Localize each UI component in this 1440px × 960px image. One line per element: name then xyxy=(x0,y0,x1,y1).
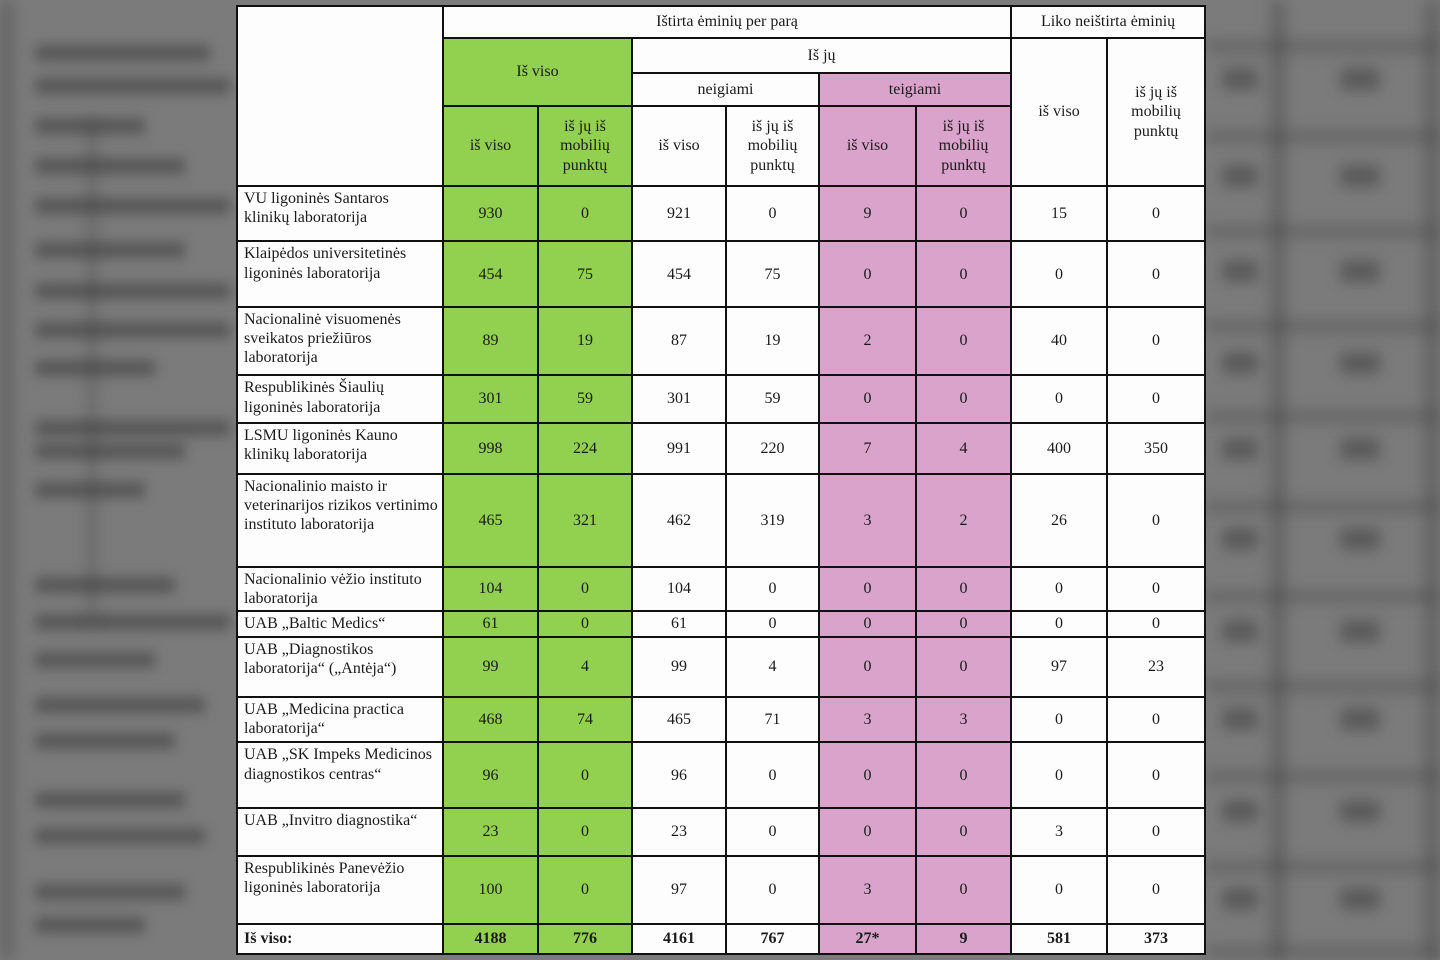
value-cell: 0 xyxy=(538,856,632,923)
value-cell: 0 xyxy=(538,611,632,636)
value-cell: 7 xyxy=(819,423,916,474)
background-blur-shape xyxy=(1222,888,1258,910)
background-blur-shape xyxy=(88,120,96,620)
value-cell: 2 xyxy=(916,474,1011,567)
value-cell: 0 xyxy=(1011,375,1107,422)
background-blur-shape xyxy=(35,45,210,61)
background-blur-shape xyxy=(35,443,185,459)
value-cell: 59 xyxy=(538,375,632,422)
value-cell: 454 xyxy=(443,241,538,306)
value-cell: 0 xyxy=(726,186,819,241)
total-value-cell: 581 xyxy=(1011,924,1107,954)
background-blur-shape xyxy=(1205,945,1440,958)
total-value-cell: 776 xyxy=(538,924,632,954)
lab-results-table xyxy=(236,5,1206,955)
background-blur-shape xyxy=(35,420,230,436)
background-blur-shape xyxy=(1205,40,1440,53)
background-blur-shape xyxy=(1205,770,1440,783)
background-blur-shape xyxy=(1340,438,1380,460)
lab-name-cell: Respublikinės Panevėžio ligoninės laboratorija xyxy=(237,856,443,923)
background-blur-shape xyxy=(35,283,230,299)
background-blur-shape xyxy=(1222,438,1258,460)
value-cell: 71 xyxy=(726,697,819,742)
value-cell: 0 xyxy=(1107,186,1205,241)
value-cell: 0 xyxy=(1107,307,1205,375)
value-cell: 465 xyxy=(632,697,726,742)
value-cell: 3 xyxy=(916,697,1011,742)
value-cell: 100 xyxy=(443,856,538,923)
value-cell: 0 xyxy=(726,808,819,856)
header-of-them: Iš jų xyxy=(632,38,1011,73)
value-cell: 99 xyxy=(632,637,726,697)
background-blur-shape xyxy=(35,652,155,668)
value-cell: 2 xyxy=(819,307,916,375)
value-cell: 3 xyxy=(819,474,916,567)
background-blur-shape xyxy=(1205,860,1440,873)
value-cell: 0 xyxy=(916,611,1011,636)
lab-name-cell: Klaipėdos universitetinės ligoninės laboratorija xyxy=(237,241,443,306)
total-label-cell: Iš viso: xyxy=(237,924,443,954)
value-cell: 97 xyxy=(1011,637,1107,697)
value-cell: 0 xyxy=(726,611,819,636)
value-cell: 224 xyxy=(538,423,632,474)
table-row xyxy=(237,611,1205,636)
background-blur-shape xyxy=(35,198,230,214)
value-cell: 0 xyxy=(916,808,1011,856)
value-cell: 930 xyxy=(443,186,538,241)
lab-name-cell: Nacionalinio vėžio instituto laboratorija xyxy=(237,567,443,612)
background-blur-shape xyxy=(35,917,145,933)
value-cell: 23 xyxy=(1107,637,1205,697)
lab-name-cell: UAB „SK Impeks Medicinos diagnostikos centras“ xyxy=(237,742,443,807)
header-positive: teigiami xyxy=(819,73,1011,106)
value-cell: 468 xyxy=(443,697,538,742)
background-blur-shape xyxy=(1205,225,1440,238)
background-blur-shape xyxy=(1205,680,1440,693)
lab-name-cell: UAB „Invitro diagnostika“ xyxy=(237,808,443,856)
value-cell: 104 xyxy=(632,567,726,612)
table-row xyxy=(237,375,1205,422)
background-blur-shape xyxy=(1340,800,1380,822)
value-cell: 4 xyxy=(726,637,819,697)
background-blur-shape xyxy=(1340,708,1380,730)
value-cell: 0 xyxy=(819,611,916,636)
table-row xyxy=(237,241,1205,306)
header-total-group: Iš viso xyxy=(443,38,632,106)
header-tested-per-day: Ištirta ėminių per parą xyxy=(443,6,1011,38)
background-blur-shape xyxy=(35,697,205,713)
value-cell: 15 xyxy=(1011,186,1107,241)
corner-empty-cell xyxy=(237,6,443,186)
header-negative-sub-mobile: iš jų iš mobilių punktų xyxy=(726,106,819,186)
total-row xyxy=(237,924,1205,954)
background-blur-shape xyxy=(35,733,175,749)
value-cell: 0 xyxy=(1011,611,1107,636)
background-blur-shape xyxy=(1205,590,1440,603)
background-blur-shape xyxy=(35,792,185,808)
table-header xyxy=(237,6,1205,186)
background-blur-shape xyxy=(1205,320,1440,333)
table-row xyxy=(237,307,1205,375)
background-blur-shape xyxy=(35,614,230,630)
value-cell: 991 xyxy=(632,423,726,474)
table-row xyxy=(237,742,1205,807)
total-value-cell: 9 xyxy=(916,924,1011,954)
value-cell: 400 xyxy=(1011,423,1107,474)
value-cell: 23 xyxy=(443,808,538,856)
value-cell: 0 xyxy=(1011,697,1107,742)
header-remaining-mobile: iš jų iš mobilių punktų xyxy=(1107,38,1205,186)
table-row xyxy=(237,186,1205,241)
background-blur-shape xyxy=(1222,165,1258,187)
background-blur-shape xyxy=(35,242,185,258)
value-cell: 26 xyxy=(1011,474,1107,567)
value-cell: 301 xyxy=(632,375,726,422)
total-value-cell: 27* xyxy=(819,924,916,954)
value-cell: 75 xyxy=(538,241,632,306)
header-remaining: Liko neištirta ėminių xyxy=(1011,6,1205,38)
total-value-cell: 767 xyxy=(726,924,819,954)
value-cell: 0 xyxy=(538,742,632,807)
value-cell: 0 xyxy=(916,742,1011,807)
value-cell: 61 xyxy=(632,611,726,636)
table-row xyxy=(237,637,1205,697)
lab-name-cell: UAB „Baltic Medics“ xyxy=(237,611,443,636)
value-cell: 0 xyxy=(916,241,1011,306)
total-value-cell: 373 xyxy=(1107,924,1205,954)
header-total-sub-total: iš viso xyxy=(443,106,538,186)
table-row xyxy=(237,423,1205,474)
value-cell: 0 xyxy=(538,808,632,856)
value-cell: 75 xyxy=(726,241,819,306)
value-cell: 0 xyxy=(819,742,916,807)
background-blur-shape xyxy=(1340,165,1380,187)
total-value-cell: 4188 xyxy=(443,924,538,954)
total-value-cell: 4161 xyxy=(632,924,726,954)
value-cell: 87 xyxy=(632,307,726,375)
value-cell: 301 xyxy=(443,375,538,422)
value-cell: 23 xyxy=(632,808,726,856)
value-cell: 0 xyxy=(916,567,1011,612)
header-negative-sub-total: iš viso xyxy=(632,106,726,186)
value-cell: 0 xyxy=(1107,375,1205,422)
value-cell: 61 xyxy=(443,611,538,636)
value-cell: 19 xyxy=(726,307,819,375)
value-cell: 3 xyxy=(819,697,916,742)
value-cell: 998 xyxy=(443,423,538,474)
value-cell: 0 xyxy=(1107,241,1205,306)
header-positive-sub-total: iš viso xyxy=(819,106,916,186)
background-blur-shape xyxy=(1222,708,1258,730)
background-blur-shape xyxy=(1340,260,1380,282)
value-cell: 96 xyxy=(632,742,726,807)
value-cell: 0 xyxy=(819,375,916,422)
value-cell: 0 xyxy=(1107,697,1205,742)
value-cell: 0 xyxy=(1011,856,1107,923)
value-cell: 0 xyxy=(1107,474,1205,567)
value-cell: 321 xyxy=(538,474,632,567)
lab-name-cell: Respublikinės Šiaulių ligoninės laboratorija xyxy=(237,375,443,422)
background-blur-shape xyxy=(1222,800,1258,822)
value-cell: 3 xyxy=(1011,808,1107,856)
value-cell: 0 xyxy=(726,742,819,807)
lab-name-cell: UAB „Diagnostikos laboratorija“ („Antėja“) xyxy=(237,637,443,697)
background-blur-shape xyxy=(1340,352,1380,374)
background-blur-shape xyxy=(35,577,175,593)
value-cell: 0 xyxy=(538,567,632,612)
value-cell: 0 xyxy=(819,808,916,856)
table-row xyxy=(237,567,1205,612)
value-cell: 0 xyxy=(916,307,1011,375)
value-cell: 0 xyxy=(916,856,1011,923)
value-cell: 0 xyxy=(726,856,819,923)
background-blur-shape xyxy=(1205,410,1440,423)
value-cell: 99 xyxy=(443,637,538,697)
value-cell: 0 xyxy=(1011,742,1107,807)
background-blur-shape xyxy=(1340,68,1380,90)
background-blur-shape xyxy=(35,828,205,844)
value-cell: 0 xyxy=(916,637,1011,697)
lab-name-cell: UAB „Medicina practica laboratorija“ xyxy=(237,697,443,742)
value-cell: 465 xyxy=(443,474,538,567)
value-cell: 462 xyxy=(632,474,726,567)
value-cell: 89 xyxy=(443,307,538,375)
background-blur-shape xyxy=(1205,500,1440,513)
background-blur-shape xyxy=(1222,68,1258,90)
lab-name-cell: Nacionalinė visuomenės sveikatos priežiūros laboratorija xyxy=(237,307,443,375)
value-cell: 4 xyxy=(916,423,1011,474)
table-row xyxy=(237,474,1205,567)
value-cell: 0 xyxy=(916,375,1011,422)
background-blur-shape xyxy=(1424,0,1440,960)
table-row xyxy=(237,808,1205,856)
background-blur-shape xyxy=(1270,0,1286,960)
value-cell: 0 xyxy=(819,241,916,306)
lab-name-cell: LSMU ligoninės Kauno klinikų laboratorija xyxy=(237,423,443,474)
background-blur-shape xyxy=(35,158,185,174)
value-cell: 0 xyxy=(1107,611,1205,636)
header-positive-sub-mobile: iš jų iš mobilių punktų xyxy=(916,106,1011,186)
value-cell: 0 xyxy=(916,186,1011,241)
value-cell: 319 xyxy=(726,474,819,567)
table-row xyxy=(237,856,1205,923)
lab-name-cell: VU ligoninės Santaros klinikų laboratorija xyxy=(237,186,443,241)
background-blur-shape xyxy=(1340,528,1380,550)
background-blur-shape xyxy=(1205,130,1440,143)
value-cell: 96 xyxy=(443,742,538,807)
table-body xyxy=(237,186,1205,954)
table-row xyxy=(237,697,1205,742)
value-cell: 40 xyxy=(1011,307,1107,375)
lab-name-cell: Nacionalinio maisto ir veterinarijos rizikos vertinimo instituto laboratorija xyxy=(237,474,443,567)
background-blur-shape xyxy=(1340,888,1380,910)
header-negative: neigiami xyxy=(632,73,819,106)
background-blur-shape xyxy=(0,0,14,960)
value-cell: 0 xyxy=(1107,567,1205,612)
value-cell: 220 xyxy=(726,423,819,474)
background-blur-shape xyxy=(1222,620,1258,642)
value-cell: 59 xyxy=(726,375,819,422)
value-cell: 0 xyxy=(819,637,916,697)
value-cell: 3 xyxy=(819,856,916,923)
background-blur-shape xyxy=(1222,352,1258,374)
value-cell: 97 xyxy=(632,856,726,923)
background-blur-shape xyxy=(35,78,230,94)
background-blur-shape xyxy=(1222,260,1258,282)
background-blur-shape xyxy=(1340,620,1380,642)
value-cell: 0 xyxy=(538,186,632,241)
value-cell: 4 xyxy=(538,637,632,697)
value-cell: 0 xyxy=(726,567,819,612)
value-cell: 0 xyxy=(1011,567,1107,612)
value-cell: 0 xyxy=(1107,742,1205,807)
value-cell: 74 xyxy=(538,697,632,742)
value-cell: 350 xyxy=(1107,423,1205,474)
value-cell: 454 xyxy=(632,241,726,306)
background-blur-shape xyxy=(1222,528,1258,550)
background-blur-shape xyxy=(35,322,230,338)
value-cell: 921 xyxy=(632,186,726,241)
header-remaining-total: iš viso xyxy=(1011,38,1107,186)
value-cell: 104 xyxy=(443,567,538,612)
header-total-sub-mobile: iš jų iš mobilių punktų xyxy=(538,106,632,186)
value-cell: 0 xyxy=(1011,241,1107,306)
background-blur-shape xyxy=(35,884,185,900)
value-cell: 0 xyxy=(1107,856,1205,923)
value-cell: 9 xyxy=(819,186,916,241)
value-cell: 0 xyxy=(1107,808,1205,856)
value-cell: 19 xyxy=(538,307,632,375)
value-cell: 0 xyxy=(819,567,916,612)
